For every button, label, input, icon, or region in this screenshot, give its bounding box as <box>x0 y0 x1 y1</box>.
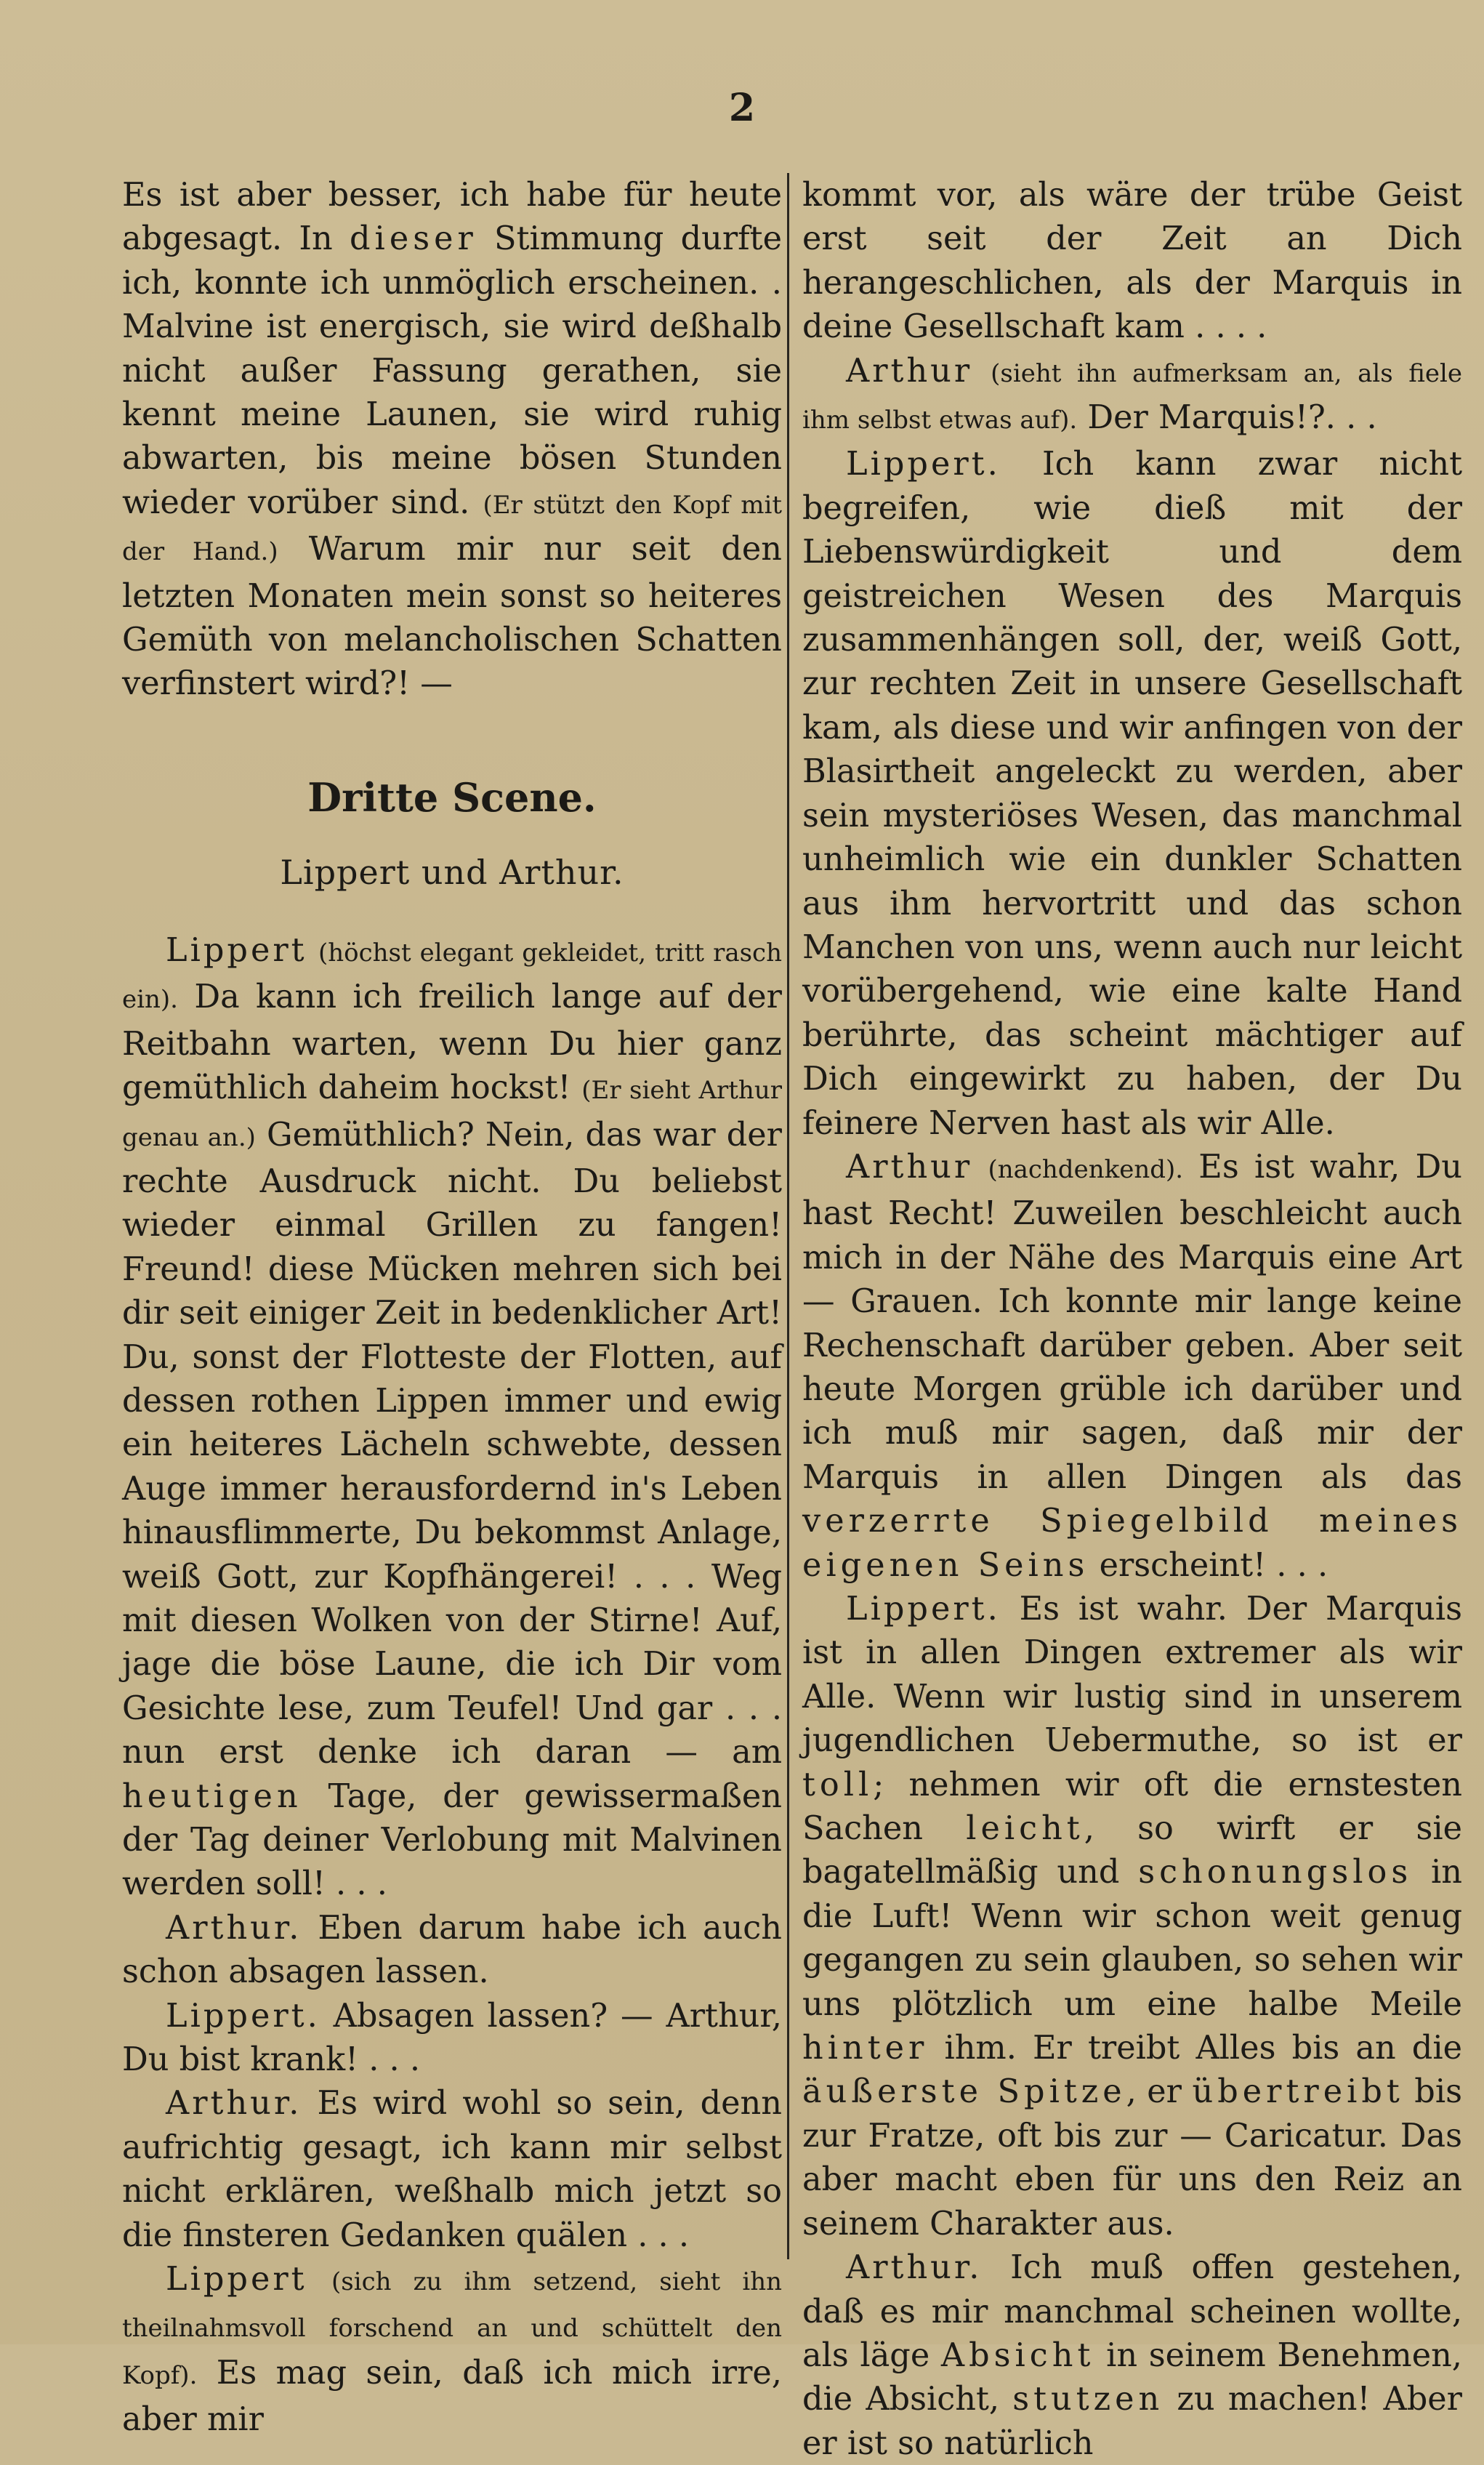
text: Es mag sein, daß ich mich irre, aber mir <box>122 2353 782 2439</box>
paragraph <box>802 442 1462 1145</box>
emphasis-text: übertreibt <box>1192 2072 1404 2111</box>
emphasis-text: toll <box>802 1765 874 1803</box>
scene-persons: Lippert und Arthur. <box>280 852 624 892</box>
text: , so wirft er sie bagatellmäßig und <box>802 1809 1462 1891</box>
paragraph <box>122 2081 782 2257</box>
paragraph <box>122 173 782 706</box>
text: Tage, der gewissermaßen der Tag deiner Verlobung mit Malvinen werden soll! . . . <box>122 1777 782 1903</box>
emphasis-text: leicht <box>966 1809 1084 1848</box>
text: in seinem Benehmen, die Absicht, <box>802 2336 1462 2418</box>
text: kommt vor, als wäre der trübe Geist erst seit der Zeit an Dich herangeschlichen, als der Marquis in deine Gesellschaft kam . . . . <box>802 176 1462 346</box>
stage-direction: (Er sieht Arthur genau an.) <box>122 1076 782 1152</box>
text: , er <box>1126 2072 1193 2111</box>
text: zu machen! Aber er ist so natürlich <box>802 2380 1462 2462</box>
text: Stimmung durfte ich, konnte ich unmöglich erscheinen. . Malvine ist energisch, sie wird deßhalb nicht außer Fassung gerathen, sie kennt meine Launen, sie wird ruhig abwarten, bis meine bösen Stunden wieder vorüber sind. <box>122 220 782 521</box>
paragraph <box>802 173 1462 349</box>
text: Ich kann zwar nicht begreifen, wie dieß mit der Liebenswürdigkeit und dem geistreichen Wesen des Marquis zusammenhängen soll, der, weiß Gott, zur rechten Zeit in unsere Gesellschaft kam, als diese und wir anfingen von der Blasirtheit angeleckt zu werden, aber sein mysteriöses Wesen, das manchmal unheimlich wie ein dunkler Schatten aus ihm hervortritt und das schon Manchen von uns, wenn auch nur leicht vorübergehend, wie eine kalte Hand berührte, das scheint mächtiger auf Dich eingewirkt zu haben, der Du feinere Nerven hast als wir Alle. <box>802 445 1462 1142</box>
emphasis-text: verzerrte Spiegelbild meines eigenen Seins <box>802 1502 1462 1584</box>
text: erscheint! . . . <box>1089 1545 1328 1584</box>
right-column <box>802 173 1462 2465</box>
speaker-name: Arthur <box>846 351 973 390</box>
speaker-name: Arthur <box>846 1147 973 1186</box>
speaker-name: Arthur. <box>166 2084 302 2123</box>
speaker-name: Lippert. <box>846 445 1001 483</box>
paragraph <box>122 1994 782 2082</box>
paragraph <box>802 2245 1462 2465</box>
stage-direction: (sieht ihn aufmerksam an, als fiele ihm selbst etwas auf). <box>802 358 1462 435</box>
stage-direction: (höchst elegant gekleidet, tritt rasch ein). <box>122 938 782 1015</box>
text: Der Marquis!?. . . <box>1077 398 1377 437</box>
column-divider <box>787 173 789 2259</box>
text: bis zur Fratze, oft bis zur — Caricatur. Das aber macht eben für uns den Reiz an seinem Charakter aus. <box>802 2072 1462 2243</box>
stage-direction: (Er stützt den Kopf mit der Hand.) <box>122 490 782 567</box>
speaker-name: Lippert <box>166 2260 307 2299</box>
page-number: 2 <box>728 86 756 130</box>
speaker-name: Arthur. <box>166 1908 302 1947</box>
text: Es wird wohl so sein, denn aufrichtig gesagt, ich kann mir selbst nicht erklären, weßhalb mich jetzt so die finsteren Gedanken quälen . . . <box>122 2084 782 2254</box>
speaker-name: Lippert. <box>166 1996 320 2035</box>
emphasis-text: hinter <box>802 2029 929 2067</box>
speaker-name: Arthur. <box>846 2248 983 2287</box>
text: Eben darum habe ich auch schon absagen lassen. <box>122 1908 782 1991</box>
emphasis-text: schonungslos <box>1138 1853 1413 1891</box>
paragraph <box>122 2257 782 2442</box>
text: Gemüthlich? Nein, das war der rechte Ausdruck nicht. Du beliebst wieder einmal Grillen zu fangen! Freund! diese Mücken mehren sich bei dir seit einiger Zeit in bedenklicher Art! Du, sonst der Flotteste der Flotten, auf dessen rothen Lippen immer und ewig ein heiteres Lächeln schwebte, dessen Auge immer herausfordernd in's Leben hinausflimmerte, Du bekommst Anlage, weiß Gott, zur Kopfhängerei! . . . Weg mit diesen Wolken von der Stirne! Auf, jage die böse Laune, die ich Dir vom Gesichte lese, zum Teufel! Und gar . . . nun erst denke ich daran — am <box>122 1115 782 1772</box>
paragraph <box>802 349 1462 443</box>
text: ; nehmen wir oft die ernstesten Sachen <box>802 1765 1462 1848</box>
emphasis-text: heutigen <box>122 1777 302 1815</box>
text: Es ist wahr, Du hast Recht! Zuweilen beschleicht auch mich in der Nähe des Marquis eine Art — Grauen. Ich konnte mir lange keine Rechenschaft darüber geben. Aber seit heute Morgen grüble ich darüber und ich muß mir sagen, daß mir der Marquis in allen Dingen als das <box>802 1147 1462 1496</box>
emphasis-text: äußerste Spitze <box>802 2072 1126 2111</box>
text: Es ist aber besser, ich habe für heute abgesagt. In <box>122 176 782 258</box>
emphasis-text: Absicht <box>940 2336 1095 2374</box>
text: Ich muß offen gestehen, daß es mir manchmal scheinen wollte, als läge <box>802 2248 1462 2374</box>
text: Absagen lassen? — Arthur, Du bist krank! . . . <box>122 1996 782 2079</box>
text: in die Luft! Wenn wir schon weit genug gegangen zu sein glauben, so sehen wir uns plötzlich um eine halbe Meile <box>802 1853 1462 2023</box>
scene-title: Dritte Scene. <box>307 773 597 821</box>
stage-direction: (nachdenkend). <box>988 1154 1184 1184</box>
emphasis-text: stutzen <box>1012 2380 1164 2418</box>
speaker-name: Lippert <box>166 930 307 969</box>
paragraph <box>802 1145 1462 1587</box>
text: Warum mir nur seit den letzten Monaten mein sonst so heiteres Gemüth von melancholischen Schatten verfinstert wird?! — <box>122 530 782 703</box>
paragraph <box>122 928 782 1906</box>
text: ihm. Er treibt Alles bis an die <box>928 2029 1462 2067</box>
emphasis-text: dieser <box>350 220 477 258</box>
paragraph <box>122 1906 782 1994</box>
paragraph <box>802 1587 1462 2245</box>
left-column <box>122 173 782 2442</box>
text: Es ist wahr. Der Marquis ist in allen Dingen extremer als wir Alle. Wenn wir lustig sind in unserem jugendlichen Uebermuthe, so ist er <box>802 1590 1462 1760</box>
stage-direction: (sich zu ihm setzend, sieht ihn theilnahmsvoll forschend an und schüttelt den Kopf). <box>122 2267 782 2390</box>
speaker-name: Lippert. <box>846 1590 1001 1628</box>
text: Da kann ich freilich lange auf der Reitbahn warten, wenn Du hier ganz gemüthlich daheim hockst! <box>122 978 782 1107</box>
